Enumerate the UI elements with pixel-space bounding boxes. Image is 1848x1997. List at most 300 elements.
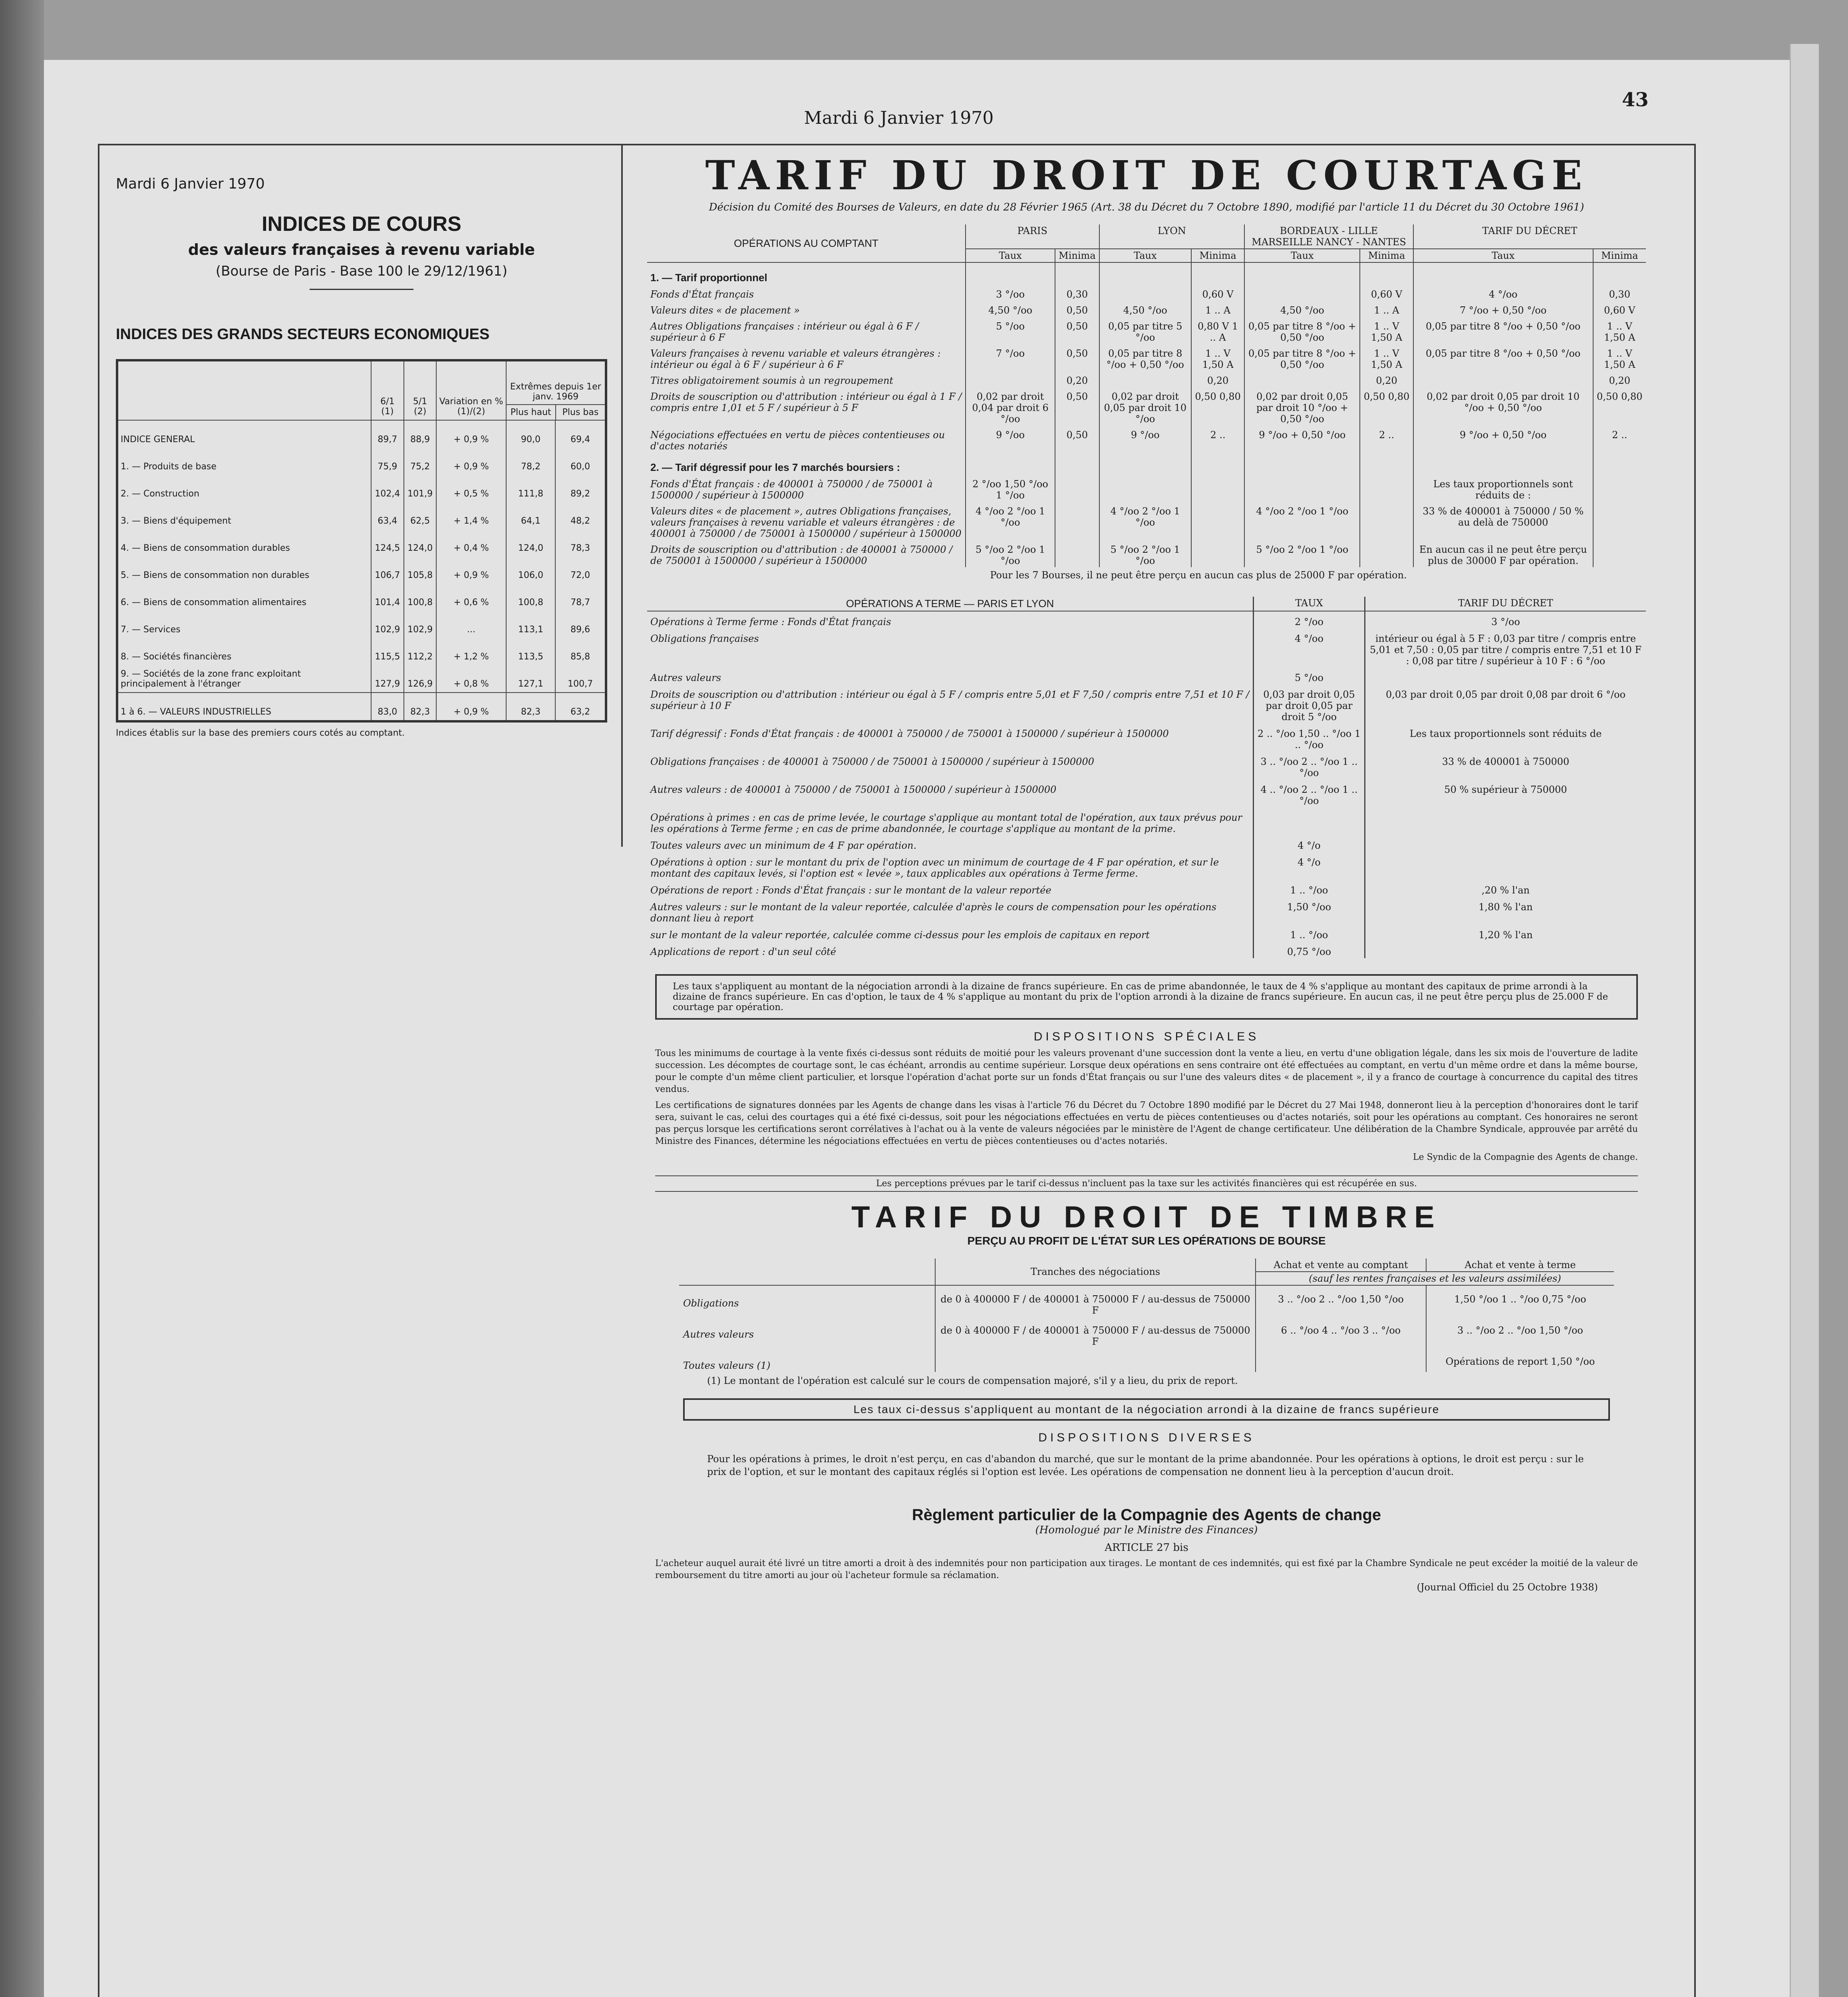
terme-decret: 1,80 % l'an <box>1365 897 1646 925</box>
index-value: 63,2 <box>555 693 606 721</box>
index-value: 113,5 <box>506 638 556 665</box>
indices-subtitle: des valeurs françaises à revenu variable <box>188 241 535 258</box>
terme-label: sur le montant de la valeur reportée, calculée comme ci-dessus pour les emplois de capitaux en report <box>650 929 1150 941</box>
terme-row <box>647 751 1646 779</box>
terme-taux <box>1254 807 1365 835</box>
sectors-heading: INDICES DES GRANDS SECTEURS ECONOMIQUES <box>116 326 490 343</box>
courtage-rate: 2 .. <box>1593 425 1646 453</box>
index-value: 127,9 <box>371 665 404 693</box>
courtage-rate: 7 °/oo + 0,50 °/oo <box>1413 301 1593 317</box>
courtage-row <box>647 540 1646 567</box>
index-row <box>117 611 606 638</box>
timbre-row <box>679 1348 1614 1372</box>
courtage-row <box>647 344 1646 371</box>
courtage-rate: 0,20 <box>1191 371 1244 387</box>
bordeaux-minima: Minima <box>1360 249 1413 262</box>
lyon-header: LYON <box>1099 224 1245 249</box>
courtage-label: 1. — Tarif proportionnel <box>650 272 767 284</box>
courtage-rate <box>1360 474 1413 502</box>
terme-row <box>647 667 1646 684</box>
courtage-rate: 0,60 V <box>1191 285 1244 301</box>
courtage-rate: 33 % de 400001 à 750000 / 50 % au delà de 750000 <box>1413 502 1593 540</box>
index-value: 85,8 <box>555 638 606 665</box>
index-value: 113,1 <box>506 611 556 638</box>
bordeaux-header: BORDEAUX - LILLE MARSEILLE NANCY - NANTES <box>1244 224 1413 249</box>
timbre-comptant: 3 .. °/oo 2 .. °/oo 1,50 °/oo <box>1256 1285 1426 1317</box>
timbre-terme: 3 .. °/oo 2 .. °/oo 1,50 °/oo <box>1426 1317 1614 1348</box>
courtage-title: TARIF DU DROIT DE COURTAGE <box>705 152 1588 199</box>
terme-decret <box>1365 667 1646 684</box>
courtage-rate: 9 °/oo <box>966 425 1055 453</box>
timbre-footnote: (1) Le montant de l'opération est calculé sur le cours de compensation majoré, s'il y a lieu, du prix de report. <box>707 1375 1238 1386</box>
terme-label: Autres valeurs : de 400001 à 750000 / de 750001 à 1500000 / supérieur à 1500000 <box>650 784 1057 795</box>
timbre-terme: Opérations de report 1,50 °/oo <box>1426 1348 1614 1372</box>
index-label: 5. — Biens de consommation non durables <box>121 570 310 580</box>
courtage-rate <box>1360 502 1413 540</box>
indices-base: (Bourse de Paris - Base 100 le 29/12/1961) <box>215 263 508 279</box>
index-value: 63,4 <box>371 502 404 529</box>
courtage-rate: 2 °/oo 1,50 °/oo 1 °/oo <box>966 474 1055 502</box>
index-value: 90,0 <box>506 420 556 448</box>
terme-decret <box>1365 807 1646 835</box>
terme-label: Droits de souscription ou d'attribution : intérieur ou égal à 5 F / compris entre 5,01 et F 7,50 / compris entre 7,51 et 10 F / supérieur à 10 F <box>650 689 1250 711</box>
courtage-rate <box>1360 453 1413 474</box>
index-label: 7. — Services <box>121 625 181 635</box>
terme-label: Obligations françaises <box>650 633 759 644</box>
terme-decret: Les taux proportionnels sont réduits de <box>1365 723 1646 751</box>
article-heading: ARTICLE 27 bis <box>1105 1542 1188 1554</box>
reglement-title: Règlement particulier de la Compagnie des Agents de change <box>912 1506 1381 1524</box>
index-value: 102,4 <box>371 475 404 502</box>
index-value: ... <box>436 611 506 638</box>
terme-taux: 4 .. °/oo 2 .. °/oo 1 .. °/oo <box>1254 779 1365 807</box>
courtage-rate: 0,05 par titre 8 °/oo + 0,50 °/oo <box>1413 317 1593 344</box>
index-value: 69,4 <box>555 420 606 448</box>
timbre-blank-header <box>679 1259 935 1285</box>
index-value: 124,0 <box>404 529 437 556</box>
terme-decret: 0,03 par droit 0,05 par droit 0,08 par droit 6 °/oo <box>1365 684 1646 723</box>
courtage-label: Droits de souscription ou d'attribution : intérieur ou égal à 1 F / compris entre 1,01 et 5 F / supérieur à 5 F <box>650 391 962 413</box>
courtage-rate <box>1099 453 1191 474</box>
courtage-rate <box>1360 540 1413 567</box>
courtage-rate: 4 °/oo <box>1413 285 1593 301</box>
index-value: 62,5 <box>404 502 437 529</box>
courtage-row <box>647 317 1646 344</box>
courtage-rate <box>1055 540 1099 567</box>
terme-taux: 2 .. °/oo 1,50 .. °/oo 1 .. °/oo <box>1254 723 1365 751</box>
courtage-rate: 4,50 °/oo <box>966 301 1055 317</box>
indices-table <box>116 359 607 723</box>
courtage-rate <box>1191 502 1244 540</box>
courtage-rate: 2 .. <box>1360 425 1413 453</box>
courtage-decision: Décision du Comité des Bourses de Valeurs, en date du 28 Février 1965 (Art. 38 du Décret du 7 Octobre 1890, modifié par l'article 11 du Décret du 30 Octobre 1961) <box>709 201 1584 213</box>
column-divider <box>621 144 623 847</box>
index-value: 111,8 <box>506 475 556 502</box>
index-row <box>117 556 606 584</box>
index-value: 60,0 <box>555 448 606 475</box>
index-label: 9. — Sociétés de la zone franc exploitant principalement à l'étranger <box>121 669 301 689</box>
index-value: 83,0 <box>371 693 404 721</box>
index-value: 89,7 <box>371 420 404 448</box>
terme-table <box>647 597 1646 958</box>
courtage-rate <box>1099 262 1191 285</box>
index-value: 78,7 <box>555 584 606 611</box>
terme-row <box>647 807 1646 835</box>
courtage-rate: 4 °/oo 2 °/oo 1 °/oo <box>966 502 1055 540</box>
courtage-rate: 7 °/oo <box>966 344 1055 371</box>
index-value: 48,2 <box>555 502 606 529</box>
courtage-rate: 4 °/oo 2 °/oo 1 °/oo <box>1244 502 1360 540</box>
perceptions-note: Les perceptions prévues par le tarif ci-dessus n'incluent pas la taxe sur les activités financières qui est récupérée en sus. <box>655 1175 1638 1192</box>
decret-minima: Minima <box>1593 249 1646 262</box>
courtage-label: Droits de souscription ou d'attribution : de 400001 à 750000 / de 750001 à 1500000 / supérieur à 1500000 <box>650 544 953 566</box>
index-value: 126,9 <box>404 665 437 693</box>
bordeaux-taux: Taux <box>1244 249 1360 262</box>
index-value: 100,8 <box>506 584 556 611</box>
index-value: 102,9 <box>371 611 404 638</box>
terme-decret-header: TARIF DU DÉCRET <box>1365 597 1646 611</box>
courtage-rate <box>1099 371 1191 387</box>
courtage-rate: 1 .. V 1,50 A <box>1360 344 1413 371</box>
left-date: Mardi 6 Janvier 1970 <box>116 176 265 192</box>
timbre-label: Toutes valeurs (1) <box>683 1360 771 1371</box>
courtage-label: Valeurs françaises à revenu variable et valeurs étrangères : intérieur ou égal à 6 F / supérieur à 6 F <box>650 348 941 370</box>
index-label: 6. — Biens de consommation alimentaires <box>121 598 306 607</box>
courtage-rate <box>966 371 1055 387</box>
courtage-rate <box>1413 371 1593 387</box>
courtage-rate <box>1244 474 1360 502</box>
index-value: 75,2 <box>404 448 437 475</box>
courtage-label: Valeurs dites « de placement », autres Obligations françaises, valeurs françaises à revenu variable et valeurs étrangères : de 400001 à 750000 / de 750001 à 1500000 / supérieur à 1500000 <box>650 506 962 539</box>
diverses-heading: DISPOSITIONS DIVERSES <box>1038 1431 1255 1444</box>
terme-taux: 1,50 °/oo <box>1254 897 1365 925</box>
index-value: 64,1 <box>506 502 556 529</box>
courtage-row <box>647 301 1646 317</box>
courtage-rate: 5 °/oo 2 °/oo 1 °/oo <box>1099 540 1191 567</box>
lyon-minima: Minima <box>1191 249 1244 262</box>
index-label: 3. — Biens d'équipement <box>121 516 231 526</box>
index-value: 127,1 <box>506 665 556 693</box>
terme-taux: 4 °/o <box>1254 852 1365 880</box>
courtage-rate <box>1244 285 1360 301</box>
speciales-p2: Les certifications de signatures données par les Agents de change dans les visas à l'article 76 du Décret du 7 Octobre 1890 modifié par le Décret du 27 Mai 1948, donneront lieu à la perception d'honoraires dont le tarif sera, suivant le cas, celui des courtages qui a été fixé ci-dessus, soit pour les négociations effectuées en vertu de pièces contentieuses ou d'actes notariés, soit pour les opérations au comptant. Ces honoraires ne seront pas perçus lorsque les certifications seront corrélatives à l'achat ou à la vente de valeurs négociées par le ministère de l'Agent de change certificateur. Une délibération de la Chambre Syndicale, approuvée par arrêté du Ministre des Finances, détermine les négociations effectuées en vertu de pièces contentieuses ou d'actes notariés. <box>655 1100 1638 1146</box>
index-row <box>117 448 606 475</box>
tarifs-column <box>647 144 1646 1593</box>
index-value: 112,2 <box>404 638 437 665</box>
courtage-rate: 0,02 par droit 0,05 par droit 10 °/oo <box>1099 387 1191 425</box>
speciales-p1: Tous les minimums de courtage à la vente fixés ci-dessus sont réduits de moitié pour les valeurs provenant d'une succession dont la vente a lieu, en vertu d'une obligation légale, dans les six mois de l'ouverture de ladite succession. Les décomptes de courtage sont, le cas échéant, arrondis au centime supérieur. Lorsque deux opérations en sens contraire ont été effectuées au comptant, en vertu d'un même ordre et dans la même bourse, pour le compte d'un même client particulier, et lorsque l'opération d'achat porte sur un fonds d'État français ou sur l'une des valeurs dites « de placement », il y a franco de courtage à concurrence du capital des titres vendus. <box>655 1048 1638 1094</box>
courtage-rate: 0,50 0,80 <box>1191 387 1244 425</box>
col-61: 6/1 (1) <box>371 360 404 420</box>
index-label: 4. — Biens de consommation durables <box>121 543 290 553</box>
terme-taux: 4 °/oo <box>1254 628 1365 667</box>
terme-label: Obligations françaises : de 400001 à 750000 / de 750001 à 1500000 / supérieur à 1500000 <box>650 756 1094 767</box>
terme-decret: intérieur ou égal à 5 F : 0,03 par titre / compris entre 5,01 et 7,50 : 0,05 par titre / compris entre 7,51 et 10 F : 0,08 par titre / supérieur à 10 F : 6 °/oo <box>1365 628 1646 667</box>
courtage-row <box>647 425 1646 453</box>
courtage-rate: 0,02 par droit 0,05 par droit 10 °/oo + 0,50 °/oo <box>1244 387 1360 425</box>
timbre-tranche: de 0 à 400000 F / de 400001 à 750000 F / au-dessus de 750000 F <box>935 1317 1256 1348</box>
timbre-row <box>679 1317 1614 1348</box>
timbre-rounding-box: Les taux ci-dessus s'appliquent au montant de la négociation arrondi à la dizaine de francs supérieure <box>683 1398 1610 1421</box>
terme-label: Applications de report : d'un seul côté <box>650 946 836 957</box>
courtage-rate: 0,50 <box>1055 387 1099 425</box>
terme-decret <box>1365 941 1646 958</box>
indices-title: INDICES DE COURS <box>262 212 461 236</box>
index-value: 124,5 <box>371 529 404 556</box>
index-value: + 0,9 % <box>436 448 506 475</box>
terme-row <box>647 941 1646 958</box>
index-value: 105,8 <box>404 556 437 584</box>
timbre-tranche: de 0 à 400000 F / de 400001 à 750000 F / au-dessus de 750000 F <box>935 1285 1256 1317</box>
decret-header: TARIF DU DÉCRET <box>1413 224 1646 249</box>
courtage-rate <box>1055 474 1099 502</box>
journal-officiel-ref: (Journal Officiel du 25 Octobre 1938) <box>1417 1582 1598 1593</box>
index-label: INDICE GENERAL <box>121 435 195 445</box>
terme-taux: 1 .. °/oo <box>1254 880 1365 897</box>
terme-row <box>647 684 1646 723</box>
courtage-rate: 0,05 par titre 8 °/oo + 0,50 °/oo <box>1099 344 1191 371</box>
paris-minima: Minima <box>1055 249 1099 262</box>
courtage-rate: 9 °/oo + 0,50 °/oo <box>1244 425 1360 453</box>
courtage-rate <box>1593 474 1646 502</box>
courtage-rate: 0,02 par droit 0,04 par droit 6 °/oo <box>966 387 1055 425</box>
courtage-rate: 0,05 par titre 5 °/oo <box>1099 317 1191 344</box>
index-value: + 0,9 % <box>436 420 506 448</box>
index-value: + 0,8 % <box>436 665 506 693</box>
index-row <box>117 502 606 529</box>
index-value: 89,2 <box>555 475 606 502</box>
courtage-rate: 0,30 <box>1055 285 1099 301</box>
courtage-label: 2. — Tarif dégressif pour les 7 marchés boursiers : <box>650 461 900 473</box>
courtage-row <box>647 387 1646 425</box>
courtage-rate: 2 .. <box>1191 425 1244 453</box>
decret-taux: Taux <box>1413 249 1593 262</box>
terme-decret <box>1365 835 1646 852</box>
index-value: 100,7 <box>555 665 606 693</box>
courtage-rate <box>1244 371 1360 387</box>
index-value: 72,0 <box>555 556 606 584</box>
index-value: + 1,4 % <box>436 502 506 529</box>
terme-label: Opérations à Terme ferme : Fonds d'État français <box>650 616 891 627</box>
courtage-rate: 0,50 <box>1055 425 1099 453</box>
courtage-rate <box>1191 474 1244 502</box>
index-value: 115,5 <box>371 638 404 665</box>
terme-row <box>647 925 1646 941</box>
courtage-rate <box>1360 262 1413 285</box>
courtage-rate: 5 °/oo <box>966 317 1055 344</box>
terme-label: Opérations à option : sur le montant du prix de l'option avec un minimum de courtage de 4 F par opération, et sur le montant des capitaux levés, si l'option est « levée », taux applicables aux opérations à Terme ferme. <box>650 857 1219 879</box>
index-label: 1. — Produits de base <box>121 462 217 472</box>
courtage-row <box>647 502 1646 540</box>
index-row <box>117 475 606 502</box>
courtage-rate: 0,20 <box>1055 371 1099 387</box>
courtage-rate: 0,02 par droit 0,05 par droit 10 °/oo + 0,50 °/oo <box>1413 387 1593 425</box>
paris-header: PARIS <box>966 224 1099 249</box>
speciales-heading: DISPOSITIONS SPÉCIALES <box>1033 1030 1260 1043</box>
terme-row <box>647 880 1646 897</box>
courtage-rate <box>966 262 1055 285</box>
courtage-label: Négociations effectuées en vertu de pièces contentieuses ou d'actes notariés <box>650 429 945 452</box>
terme-row <box>647 897 1646 925</box>
index-value: + 0,4 % <box>436 529 506 556</box>
courtage-rate: 0,50 <box>1055 301 1099 317</box>
indices-note: Indices établis sur la base des premiers cours cotés au comptant. <box>116 728 405 738</box>
courtage-rate <box>1593 262 1646 285</box>
courtage-rate <box>1055 262 1099 285</box>
courtage-rate: 4 °/oo 2 °/oo 1 °/oo <box>1099 502 1191 540</box>
col-high: Plus haut <box>507 405 556 420</box>
courtage-rate <box>1593 453 1646 474</box>
index-value: + 1,2 % <box>436 638 506 665</box>
index-value: 102,9 <box>404 611 437 638</box>
index-value: 89,6 <box>555 611 606 638</box>
page-edge <box>1790 44 1819 1997</box>
courtage-rate: 1 .. V 1,50 A <box>1593 344 1646 371</box>
index-value: 101,4 <box>371 584 404 611</box>
ops-comptant-heading: OPÉRATIONS AU COMPTANT <box>647 224 966 262</box>
terme-row <box>647 723 1646 751</box>
timbre-label: Autres valeurs <box>683 1329 754 1340</box>
courtage-rate: 9 °/oo + 0,50 °/oo <box>1413 425 1593 453</box>
timbre-row <box>679 1285 1614 1317</box>
running-header-date: Mardi 6 Janvier 1970 <box>804 108 994 128</box>
comptant-table <box>647 224 1646 567</box>
timbre-terme: 1,50 °/oo 1 .. °/oo 0,75 °/oo <box>1426 1285 1614 1317</box>
courtage-rate: 0,50 <box>1055 344 1099 371</box>
courtage-rate: 5 °/oo 2 °/oo 1 °/oo <box>966 540 1055 567</box>
tranches-header: Tranches des négociations <box>935 1259 1256 1285</box>
index-label: 8. — Sociétés financières <box>121 652 232 662</box>
courtage-rate: 1 .. A <box>1191 301 1244 317</box>
courtage-rate <box>1099 285 1191 301</box>
book-spine <box>0 0 44 1997</box>
courtage-rate <box>1191 262 1244 285</box>
courtage-rate: 4,50 °/oo <box>1244 301 1360 317</box>
index-value: 100,8 <box>404 584 437 611</box>
courtage-rate: 0,05 par titre 8 °/oo + 0,50 °/oo <box>1244 317 1360 344</box>
terme-row <box>647 779 1646 807</box>
courtage-rate <box>966 453 1055 474</box>
courtage-rate: 1 .. A <box>1360 301 1413 317</box>
courtage-rate <box>1191 453 1244 474</box>
terme-header: Achat et vente à terme <box>1426 1259 1614 1272</box>
index-value: + 0,6 % <box>436 584 506 611</box>
timbre-comptant <box>1256 1348 1426 1372</box>
terme-decret: 3 °/oo <box>1365 611 1646 628</box>
index-value: 82,3 <box>506 693 556 721</box>
indices-column <box>116 176 607 738</box>
courtage-row <box>647 474 1646 502</box>
courtage-rate <box>1413 453 1593 474</box>
timbre-title: TARIF DU DROIT DE TIMBRE <box>851 1200 1442 1234</box>
courtage-rate <box>1055 502 1099 540</box>
courtage-label: Autres Obligations françaises : intérieur ou égal à 6 F / supérieur à 6 F <box>650 321 919 343</box>
courtage-rate <box>1413 262 1593 285</box>
courtage-rate: 1 .. V 1,50 A <box>1191 344 1244 371</box>
comptant-header: Achat et vente au comptant <box>1256 1259 1426 1272</box>
courtage-label: Fonds d'État français <box>650 289 754 300</box>
index-value: 78,3 <box>555 529 606 556</box>
courtage-rate: 1 .. V 1,50 A <box>1360 317 1413 344</box>
terme-notes-box: Les taux s'appliquent au montant de la négociation arrondi à la dizaine de francs supérieure. En cas de prime abandonnée, le taux de 4 % s'applique au montant des capitaux de prime arrondi à la dizaine de francs supérieure. En cas d'option, le taux de 4 % s'applique au montant du prix de l'option arrondi à la dizaine de francs supérieure. En aucun cas, il ne peut être perçu plus de 25.000 F de courtage par opération. <box>655 974 1638 1020</box>
terme-row <box>647 852 1646 880</box>
lyon-taux: Taux <box>1099 249 1191 262</box>
index-value: 88,9 <box>404 420 437 448</box>
page-number: 43 <box>1622 89 1649 111</box>
index-value: 106,0 <box>506 556 556 584</box>
terme-taux-header: TAUX <box>1254 597 1365 611</box>
index-value: + 0,9 % <box>436 693 506 721</box>
index-row <box>117 665 606 693</box>
courtage-row <box>647 371 1646 387</box>
courtage-rate: 4,50 °/oo <box>1099 301 1191 317</box>
index-value: 124,0 <box>506 529 556 556</box>
terme-heading: OPÉRATIONS A TERME — PARIS ET LYON <box>647 597 1254 611</box>
terme-taux: 1 .. °/oo <box>1254 925 1365 941</box>
courtage-rate: 0,80 V 1 .. A <box>1191 317 1244 344</box>
terme-decret: 50 % supérieur à 750000 <box>1365 779 1646 807</box>
index-row <box>117 693 606 721</box>
courtage-rate <box>1055 453 1099 474</box>
courtage-rate: 0,50 <box>1055 317 1099 344</box>
index-value: 82,3 <box>404 693 437 721</box>
col-extremes <box>506 360 606 420</box>
terme-decret: 1,20 % l'an <box>1365 925 1646 941</box>
timbre-label: Obligations <box>683 1298 739 1309</box>
index-label: 2. — Construction <box>121 489 200 499</box>
terme-decret: 33 % de 400001 à 750000 <box>1365 751 1646 779</box>
courtage-rate: 3 °/oo <box>966 285 1055 301</box>
seven-bourses-note: Pour les 7 Bourses, il ne peut être perçu en aucun cas plus de 25000 F par opération. <box>990 570 1407 581</box>
timbre-subtitle: PERÇU AU PROFIT DE L'ÉTAT SUR LES OPÉRATIONS DE BOURSE <box>967 1235 1326 1247</box>
terme-taux: 2 °/oo <box>1254 611 1365 628</box>
courtage-rate: 0,60 V <box>1360 285 1413 301</box>
courtage-rate: 1 .. V 1,50 A <box>1593 317 1646 344</box>
timbre-exclusion-note: (sauf les rentes françaises et les valeurs assimilées) <box>1256 1272 1614 1285</box>
courtage-rate: 0,50 0,80 <box>1360 387 1413 425</box>
timbre-table <box>679 1259 1614 1372</box>
col-51: 5/1 (2) <box>404 360 437 420</box>
courtage-rate: 0,60 V <box>1593 301 1646 317</box>
syndic-signature: Le Syndic de la Compagnie des Agents de change. <box>1413 1152 1638 1162</box>
terme-taux: 4 °/o <box>1254 835 1365 852</box>
index-value: + 0,5 % <box>436 475 506 502</box>
courtage-label: Fonds d'État français : de 400001 à 750000 / de 750001 à 1500000 / supérieur à 1500000 <box>650 478 933 501</box>
courtage-rate: En aucun cas il ne peut être perçu plus de 30000 F par opération. <box>1413 540 1593 567</box>
timbre-comptant: 6 .. °/oo 4 .. °/oo 3 .. °/oo <box>1256 1317 1426 1348</box>
courtage-rate <box>1099 474 1191 502</box>
terme-label: Autres valeurs <box>650 672 721 683</box>
index-value: 78,2 <box>506 448 556 475</box>
index-row <box>117 584 606 611</box>
terme-taux: 0,75 °/oo <box>1254 941 1365 958</box>
courtage-rate <box>1593 540 1646 567</box>
extremes-title: Extrêmes depuis 1er janv. 1969 <box>507 379 605 405</box>
terme-label: Autres valeurs : sur le montant de la valeur reportée, calculée d'après le cours de compensation pour les opérations donnant lieu à report <box>650 901 1216 924</box>
terme-label: Toutes valeurs avec un minimum de 4 F par opération. <box>650 840 917 851</box>
courtage-rate: 0,50 0,80 <box>1593 387 1646 425</box>
courtage-rate: Les taux proportionnels sont réduits de : <box>1413 474 1593 502</box>
diverses-text: Pour les opérations à primes, le droit n'est perçu, en cas d'abandon du marché, que sur le montant de la prime abandonnée. Pour les opérations à options, le droit est perçu : sur le prix de l'option, et sur le montant des capitaux réglés si l'option est levée. Les opérations de compensation ne donnent lieu à la perception d'aucun droit. <box>707 1453 1584 1477</box>
courtage-rate: 0,30 <box>1593 285 1646 301</box>
terme-label: Opérations à primes : en cas de prime levée, le courtage s'applique au montant total de l'opération, aux taux prévus pour les opérations à Terme ferme ; en cas de prime abandonnée, le courtage s'applique au montant de la prime. <box>650 812 1242 834</box>
terme-row <box>647 835 1646 852</box>
courtage-rate <box>1593 502 1646 540</box>
index-row <box>117 638 606 665</box>
courtage-rate: 0,20 <box>1593 371 1646 387</box>
paris-taux: Taux <box>966 249 1055 262</box>
terme-row <box>647 628 1646 667</box>
